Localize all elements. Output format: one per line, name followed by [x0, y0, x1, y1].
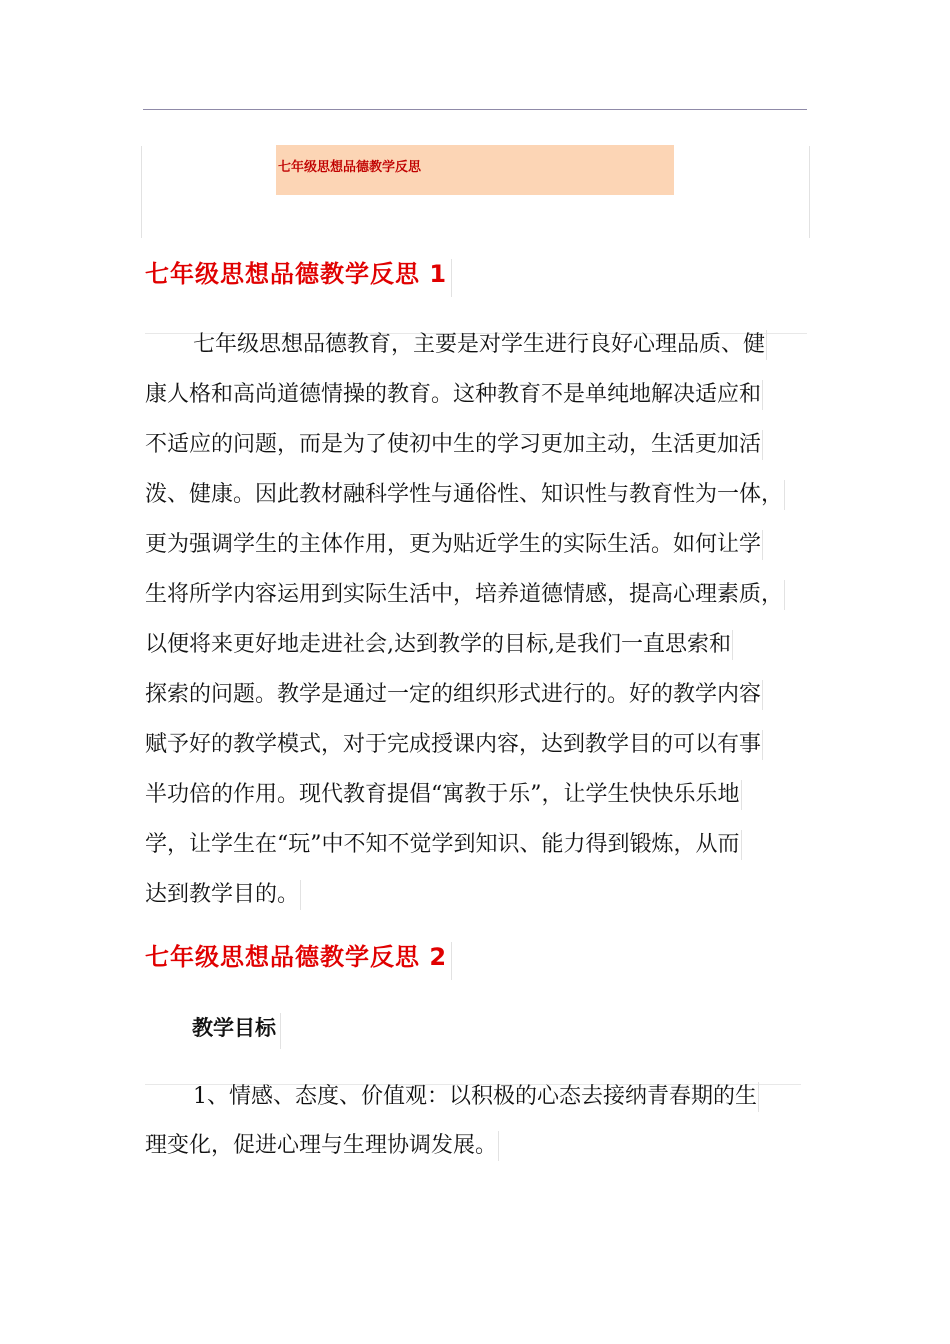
paragraph-line: 不适应的问题，而是为了使初中生的学习更加主动，生活更加活 — [145, 430, 763, 460]
paragraph-line: 探索的问题。教学是通过一定的组织形式进行的。好的教学内容 — [145, 680, 763, 710]
paragraph-line: 1、情感、态度、价值观：以积极的心态去接纳青春期的生 — [193, 1082, 759, 1112]
header-banner — [276, 145, 674, 195]
paragraph-line: 更为强调学生的主体作用，更为贴近学生的实际生活。如何让学 — [145, 530, 763, 560]
section-heading-2: 七年级思想品德教学反思 2 — [145, 942, 452, 980]
paragraph-line: 以便将来更好地走进社会,达到教学的目标,是我们一直思索和 — [145, 630, 733, 660]
paragraph-line: 赋予好的教学模式，对于完成授课内容，达到教学目的可以有事 — [145, 730, 763, 760]
paragraph-line: 康人格和高尚道德情操的教育。这种教育不是单纯地解决适应和 — [145, 380, 763, 410]
header-title: 七年级思想品德教学反思 — [278, 160, 422, 175]
paragraph-line: 学，让学生在“玩”中不知不觉学到知识、能力得到锻炼，从而 — [145, 830, 742, 860]
paragraph-line: 生将所学内容运用到实际生活中，培养道德情感，提高心理素质， — [145, 580, 785, 610]
paragraph-line: 理变化，促进心理与生理协调发展。 — [145, 1131, 499, 1161]
paragraph-line: 达到教学目的。 — [145, 880, 301, 910]
paragraph-line: 七年级思想品德教育，主要是对学生进行良好心理品质、健 — [193, 330, 767, 360]
paragraph-line: 半功倍的作用。现代教育提倡“寓教于乐”，让学生快快乐乐地 — [145, 780, 742, 810]
subsection-heading: 教学目标 — [192, 1013, 281, 1049]
top-divider — [143, 109, 807, 110]
section-heading-1: 七年级思想品德教学反思 1 — [145, 259, 452, 297]
paragraph-line: 泼、健康。因此教材融科学性与通俗性、知识性与教育性为一体， — [145, 480, 785, 510]
